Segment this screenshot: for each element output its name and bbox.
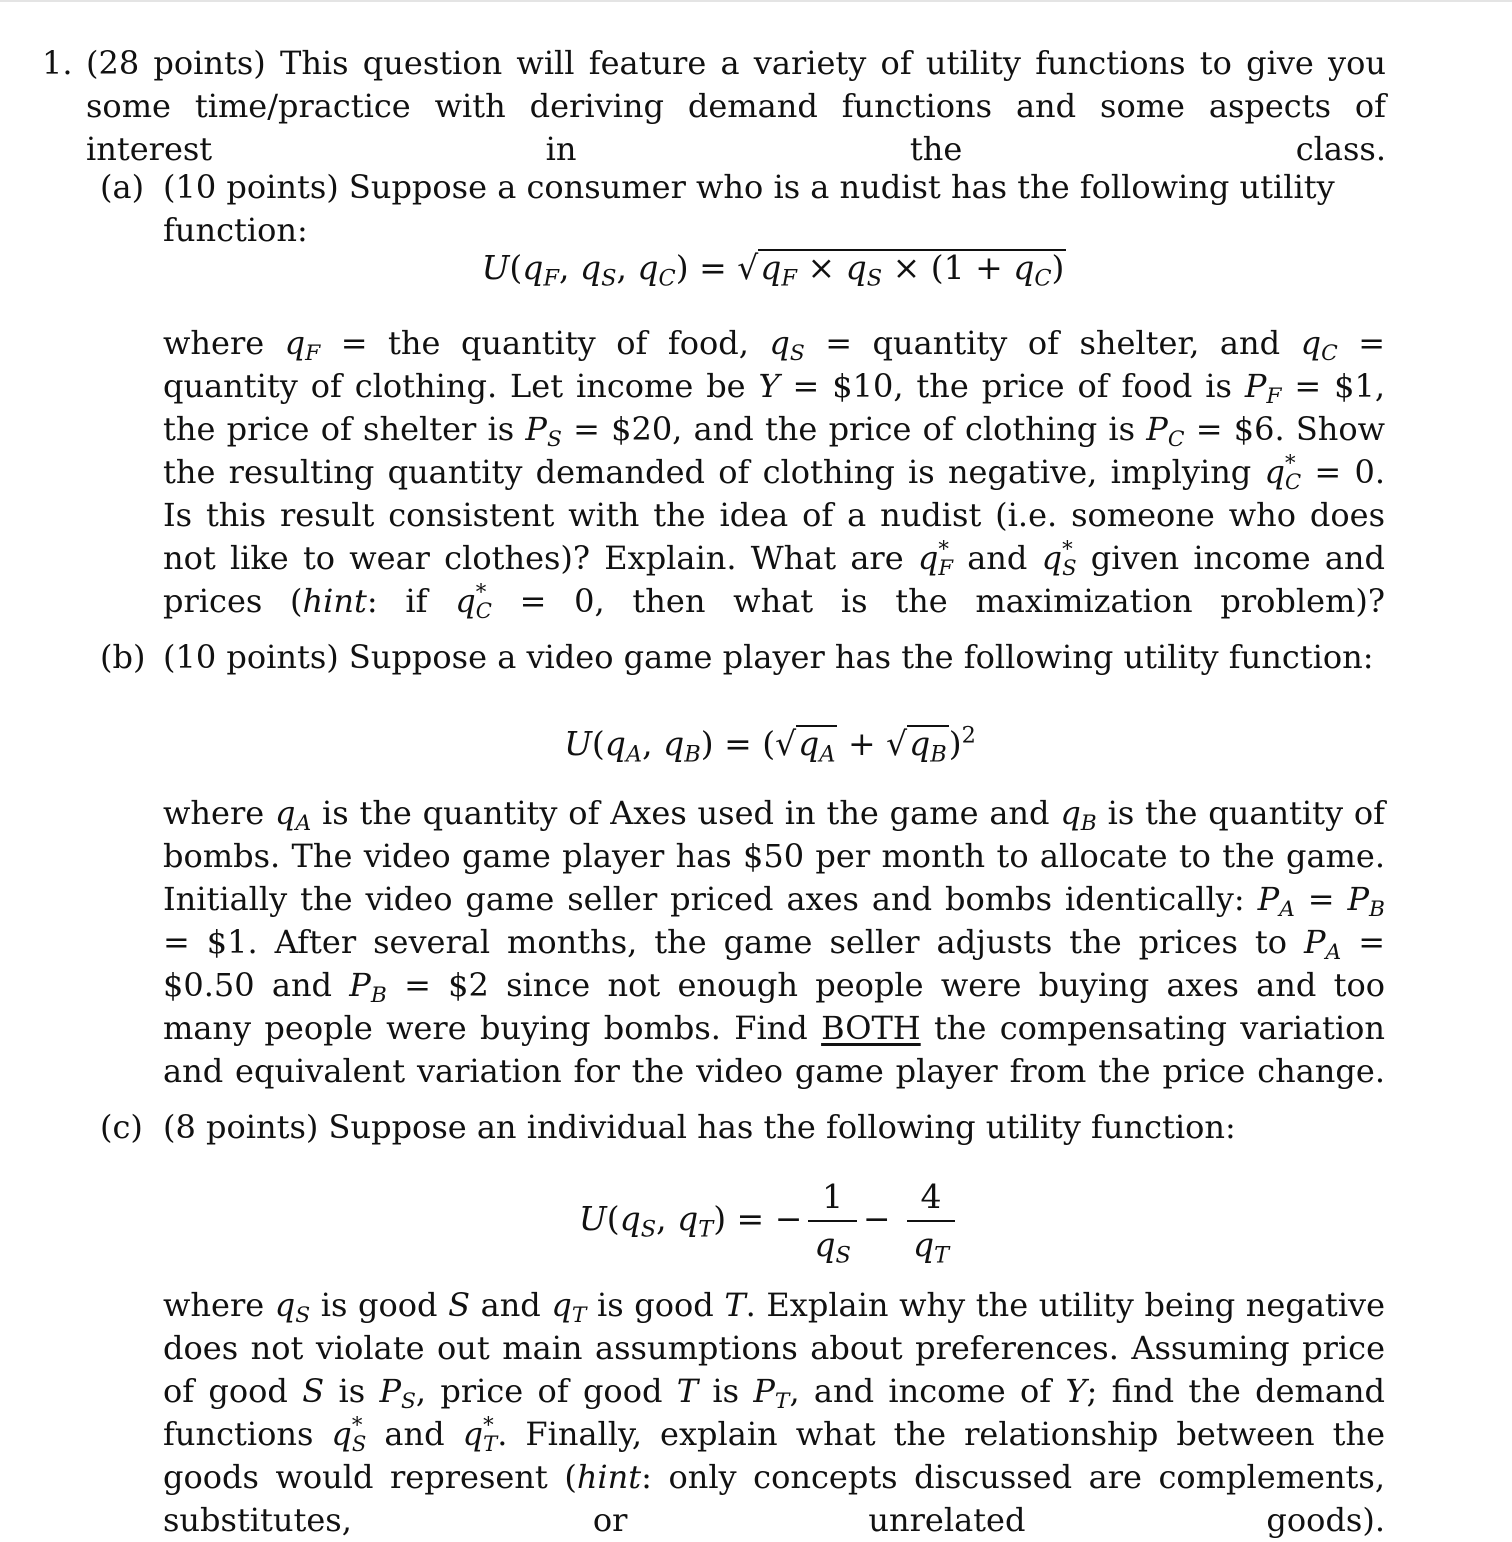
part-c-header: (8 points) Suppose an individual has the following utility function:: [163, 1108, 1236, 1146]
question-intro: [86, 42, 1386, 171]
part-b-label: (b): [100, 638, 146, 676]
part-a-equation: $U(q_F$, $q_S$, $q_C) = √q_F \times q_S \times (1 + q_C)$: [481, 248, 1065, 292]
part-a-label: (a): [100, 168, 145, 206]
top-divider: [0, 0, 1512, 2]
part-a-header: (10 points) Suppose a consumer who is a nudist has the following utility function:: [163, 168, 1335, 249]
part-a-body: where $q_F$ = the quantity of food, $q_S$ = quantity of shelter, and $q_C$ = quantity of clothing. Let income be Y = $10, the price of food is $P_F$ = $1, the price of shelter is $P_S$ = $20, and the price of clothing is $P_C$ = $6. Show the resulting quantity demanded of clothing is negative, implying q * C = 0. Is this result consistent with the idea of a nudist (i.e. someone who does not like to wear clothes)? Explain. What are q * F and q * S given income and prices (hint: if q * C = 0, then what is the maximization problem)?: [163, 324, 1386, 623]
part-b-equation: $U(q_A$, $q_B) = (√q_A + √q_B)^2$: [564, 722, 976, 768]
part-c-body: where $q_S$ is good S and $q_T$ is good T. Explain why the utility being negative does not violate out main assumptions about preferences. Assuming price of good S is $P_S$, price of good T is $P_T$, and income of Y; find the demand functions q * S and q * T . Finally, explain what the relationship between the goods would represent (hint: only concepts discussed are complements, substitutes, or unrelated goods).: [163, 1286, 1386, 1539]
part-b-body: where $q_A$ is the quantity of Axes used in the game and $q_B$ is the quantity of bombs. The video game player has $50 per month to allocate to the game. Initially the video game seller priced axes and bombs identically: $P_A = P_B$ = $1. After several months, the game seller adjusts the prices to $P_A$ = $0.50 and $P_B$ = $2 since not enough people were buying axes and too many people were buying bombs. Find BOTH the compensating variation and equivalent variation for the video game player from the price change.: [163, 794, 1386, 1090]
part-c-label: (c): [100, 1108, 143, 1146]
question-number: 1.: [42, 44, 73, 82]
both-underlined: BOTH: [821, 1009, 921, 1047]
question-intro-text: (28 points) This question will feature a variety of utility functions to give you some time/practice with deriving demand functions and some aspects of interest in the class.: [86, 44, 1386, 168]
part-c-equation: $U(q_S$, $q_T$) = − $\frac{1}{q_S}$ − $\frac{4}{q_T}$: [0, 1174, 1512, 1268]
part-b-header: (10 points) Suppose a video game player has the following utility function:: [163, 638, 1374, 676]
